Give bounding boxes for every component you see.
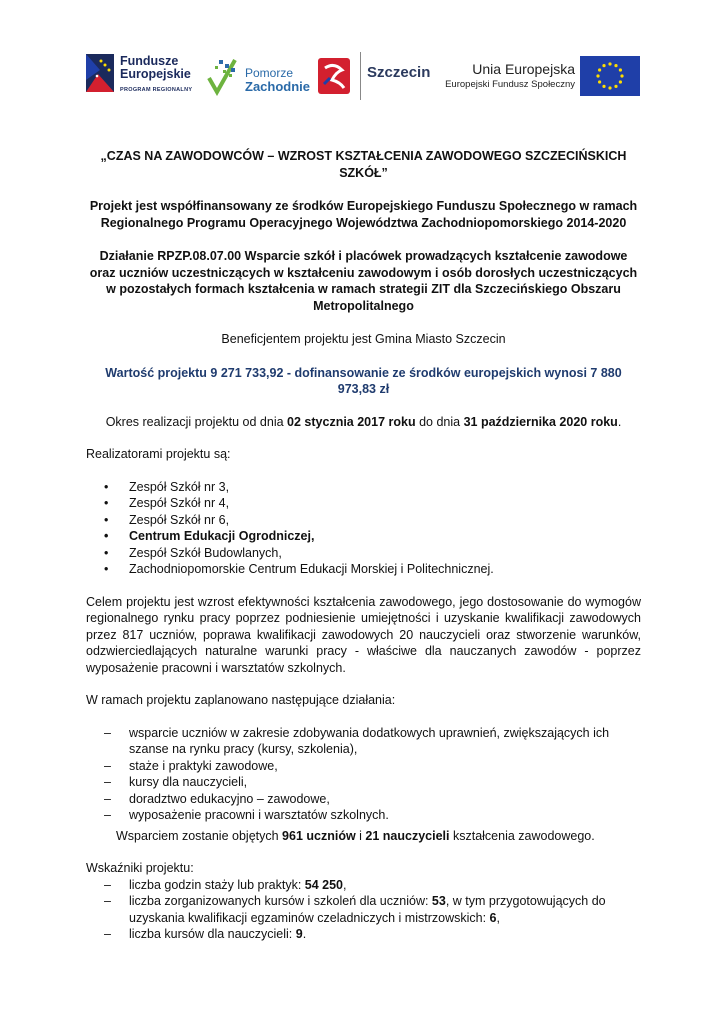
- eu-flag-icon: [580, 56, 640, 96]
- szczecin-name: Szczecin: [367, 64, 431, 81]
- ue-line2: Europejski Fundusz Społeczny: [445, 79, 575, 90]
- list-item: [86, 479, 641, 496]
- period-pre: Okres realizacji projektu od dnia: [105, 414, 288, 429]
- indicator-value2: 6: [489, 910, 497, 925]
- cofinance-statement: Projekt jest współfinansowany ze środków Europejskiego Funduszu Społecznego w ramach Regionalnego Programu Operacyjnego Województwa Zachodniopomorskiego 2014-2020: [89, 199, 638, 230]
- action-description: Działanie RPZP.08.07.00 Wsparcie szkół i placówek prowadzących kształcenie zawodowe oraz uczniów uczestniczących w kształceniu zawodowym i osób dorosłych uczestniczących w pozostałych formach kształcenia w ramach strategii ZIT dla Szczecińskiego Obszaru Metropolitalnego: [89, 249, 638, 313]
- indicator-text: liczba zorganizowanych kursów i szkoleń dla uczniów:: [129, 894, 432, 908]
- list-item: [86, 528, 641, 545]
- list-item: – wyposażenie pracowni i warsztatów szkolnych.: [86, 807, 641, 824]
- indicators-list: [86, 877, 641, 943]
- list-item: – kursy dla nauczycieli,: [86, 774, 641, 791]
- list-item: [86, 877, 641, 894]
- period-start: 02 stycznia 2017 roku: [287, 414, 416, 429]
- indicator-text: liczba godzin staży lub praktyk:: [129, 877, 305, 892]
- period-mid: do dnia: [415, 414, 464, 429]
- period-post: .: [617, 414, 622, 429]
- implementer-name: Zespół Szkół Budowlanych,: [129, 545, 282, 560]
- list-item: – doradztwo edukacyjno – zawodowe,: [86, 791, 641, 808]
- indicator-post: .: [302, 927, 307, 941]
- fe-line1: Fundusze: [120, 54, 179, 68]
- pomorze-mark-icon: [205, 56, 241, 96]
- implementer-name: Zespół Szkół nr 4,: [129, 496, 230, 510]
- indicator-mid: , w tym przygotowujących do uzyskania kwalifikacji egzaminów czeladniczych i mistrzowskich:: [129, 894, 606, 925]
- pomorze-zachodnie-logo: [205, 48, 311, 104]
- support-statement: [86, 828, 641, 845]
- unia-europejska-logo: [445, 48, 575, 104]
- fe-name: [120, 55, 191, 81]
- indicator-post: ,: [496, 910, 500, 925]
- list-item: [86, 545, 641, 562]
- logo-bar: [80, 48, 645, 104]
- fundusze-europejskie-logo: [86, 48, 206, 104]
- fe-flag-icon: [86, 54, 114, 92]
- indicator-post: ,: [343, 877, 347, 892]
- project-goal: Celem projektu jest wzrost efektywności kształcenia zawodowego, jego dostosowanie do wymogów regionalnego rynku pracy poprzez podniesienie umiejętności i uzyskanie kwalifikacji zawodowych przez 817 uczniów, poprawa kwalifikacji zawodowych 20 nauczycieli oraz stworzenie warunków, odzwierciedlających naturalne warunki pracy - właściwe dla nauczanych zawodów - poprzez wyposażenie pracowni i warsztatów szkolnych.: [86, 594, 641, 675]
- szczecin-divider: [360, 52, 361, 100]
- implementers-list: [86, 479, 641, 578]
- fe-subtitle: PROGRAM REGIONALNY: [120, 87, 193, 93]
- beneficiary-statement: Beneficjentem projektu jest Gmina Miasto Szczecin: [221, 332, 506, 346]
- support-pre: Wsparciem zostanie objętych: [116, 828, 283, 843]
- period-end: 31 października 2020 roku: [463, 414, 618, 429]
- list-item: [86, 926, 641, 943]
- actions-heading: W ramach projektu zaplanowano następujące działania:: [86, 693, 396, 707]
- fe-line2: Europejskie: [120, 67, 191, 81]
- support-mid: i: [355, 828, 366, 843]
- actions-list: [86, 725, 641, 824]
- list-item: – staże i praktyki zawodowe,: [86, 758, 641, 775]
- project-value: Wartość projektu 9 271 733,92 - dofinansowanie ze środków europejskich wynosi 7 880 973,83 zł: [105, 365, 622, 396]
- implementer-name: Zachodniopomorskie Centrum Edukacji Morskiej i Politechnicznej.: [129, 562, 494, 576]
- implementer-name: Zespół Szkół nr 3,: [129, 479, 230, 494]
- support-teachers: 21 nauczycieli: [365, 828, 450, 843]
- szczecin-emblem-icon: [318, 58, 350, 94]
- szczecin-logo: [315, 48, 435, 104]
- list-item: [86, 561, 641, 578]
- implementer-name: Centrum Edukacji Ogrodniczej,: [129, 529, 315, 543]
- implementer-name: Zespół Szkół nr 6,: [129, 512, 230, 527]
- implementers-heading: Realizatorami projektu są:: [86, 447, 231, 461]
- list-item: [86, 512, 641, 529]
- pomorze-line1: Pomorze: [245, 66, 294, 80]
- project-title: „CZAS NA ZAWODOWCÓW – WZROST KSZTAŁCENIA ZAWODOWEGO SZCZECIŃSKICH SZKÓŁ”: [100, 149, 627, 180]
- list-item: [86, 495, 641, 512]
- project-period: [86, 414, 641, 431]
- support-post: kształcenia zawodowego.: [449, 828, 595, 843]
- list-item: – wsparcie uczniów w zakresie zdobywania dodatkowych uprawnień, zwiększających ich szanse na rynku pracy (kursy, szkolenia),: [86, 725, 641, 758]
- document-body: [86, 148, 641, 943]
- list-item: [86, 893, 641, 926]
- indicators-heading: Wskaźniki projektu:: [86, 861, 194, 875]
- support-students: 961 uczniów: [282, 828, 356, 843]
- indicator-value: 54 250: [304, 877, 344, 892]
- indicator-value: 53: [431, 894, 446, 908]
- indicator-value: 9: [295, 927, 303, 941]
- ue-line1: Unia Europejska: [472, 61, 575, 77]
- indicator-text: liczba kursów dla nauczycieli:: [129, 927, 296, 941]
- pomorze-line2: Zachodnie: [245, 79, 311, 94]
